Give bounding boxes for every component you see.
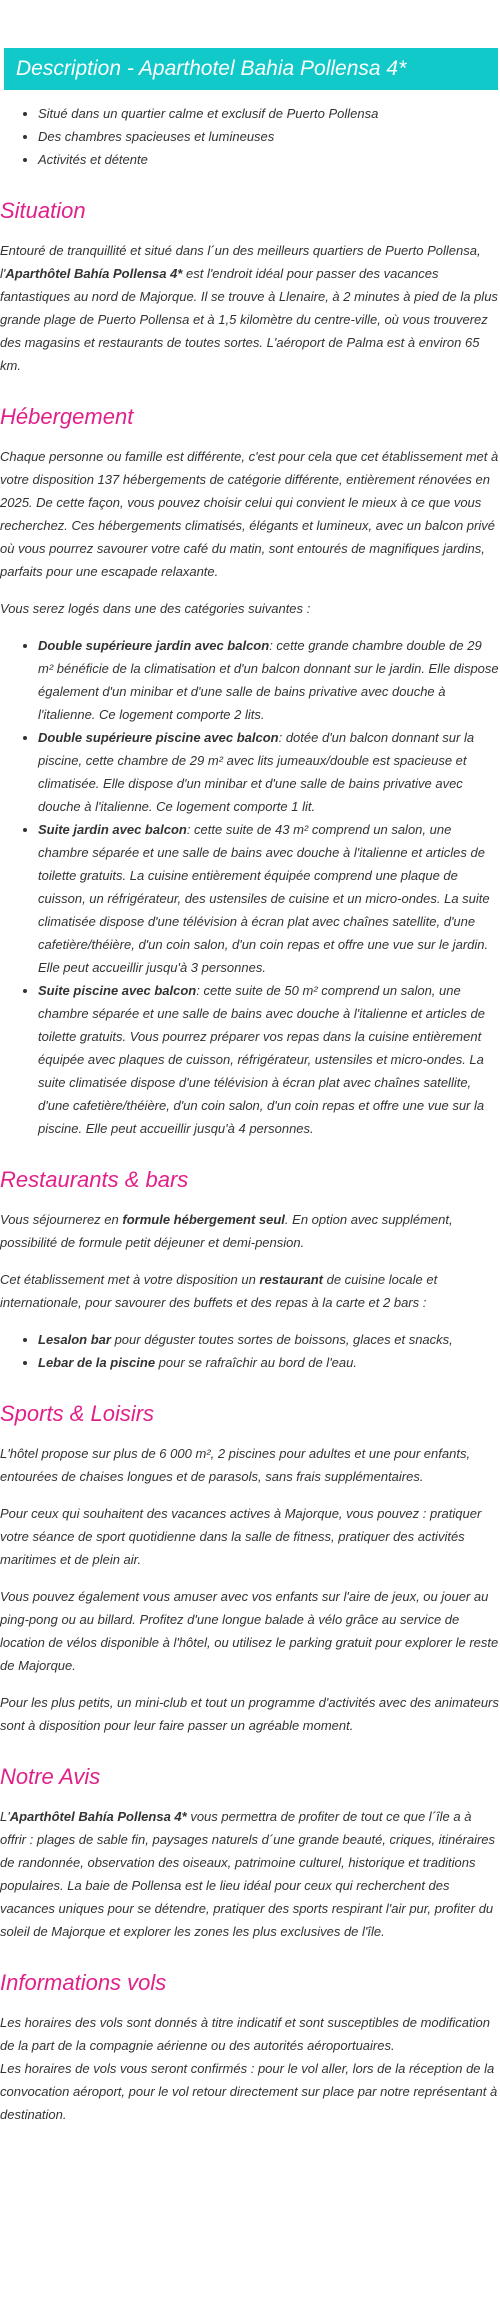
section-title-vols: Informations vols xyxy=(0,1970,167,1995)
hotel-name: Aparthôtel Bahía Pollensa 4* xyxy=(5,266,183,281)
bar-name: Lesalon bar xyxy=(38,1332,111,1347)
text-span: est l'endroit idéal pour passer des vacances fantastiques au nord de Majorque. Il se trouve à Llenaire, à 2 minutes à pied de la plus grande plage de Puerto Pollensa et à 1,5 kilomètre du centre-ville, où vous trouverez des magasins et restaurants de toutes sortes. L'aéroport de Palma est à environ 65 km. xyxy=(0,266,498,373)
bar-item xyxy=(38,1328,500,1351)
text-span: Entouré de tranquillité et situé dans l´un des meilleurs quartiers de Puerto Pollensa, l' xyxy=(0,243,481,281)
room-desc: : cette grande chambre double de 29 m² bénéficie de la climatisation et d'un balcon donnant sur le jardin. Elle dispose également d'un minibar et d'une salle de bains privative avec douche à l'italienne. Ce logement comporte 2 lits. xyxy=(38,638,499,722)
section-hebergement xyxy=(0,403,500,1140)
restaurants-paragraph xyxy=(0,1208,500,1254)
section-restaurants xyxy=(0,1166,500,1374)
room-desc: : cette suite de 43 m² comprend un salon, une chambre séparée et une salle de bains avec douche à l'italienne et articles de toilette gratuits. La cuisine entièrement équipée comprend une plaque de cuisson, un réfrigérateur, des ustensiles de cuisine et un micro-ondes. La suite climatisée dispose d'une télévision à écran plat avec chaînes satellite, d'une cafetière/théière, d'un coin salon, d'un coin repas et offre une vue sur le jardin. Elle peut accueillir jusqu'à 3 personnes. xyxy=(38,822,490,975)
room-name: Suite piscine avec balcon xyxy=(38,983,197,998)
vols-paragraph: Les horaires des vols sont donnés à titre indicatif et sont susceptibles de modification de la part de la compagnie aérienne ou des autorités aéroportuaires. xyxy=(0,2015,490,2053)
room-desc: : cette suite de 50 m² comprend un salon, une chambre séparée et une salle de bains avec douche à l'italienne et articles de toilette gratuits. Vous pourrez préparer vos repas dans la cuisine entièrement équipée avec plaques de cuisson, réfrigérateur, ustensiles et micro-ondes. La suite climatisée dispose d'une télévision à écran plat avec chaînes satellite, d'une cafetière/théière, d'un coin salon, d'un coin repas et offre une vue sur la piscine. Elle peut accueillir jusqu'à 4 personnes. xyxy=(38,983,485,1136)
bar-item xyxy=(38,1351,500,1374)
section-situation xyxy=(0,197,500,377)
room-name: Double supérieure jardin avec balcon xyxy=(38,638,270,653)
room-name: Double supérieure piscine avec balcon xyxy=(38,730,279,745)
text-span: Cet établissement met à votre disposition un xyxy=(0,1272,260,1287)
room-list xyxy=(0,634,500,1140)
text-span: L' xyxy=(0,1809,10,1824)
room-item xyxy=(38,726,500,818)
sports-paragraph: Pour les plus petits, un mini-club et tout un programme d'activités avec des animateurs sont à disposition pour leur faire passer un agréable moment. xyxy=(0,1695,499,1733)
bold-text: restaurant xyxy=(259,1272,323,1287)
sports-paragraph: Pour ceux qui souhaitent des vacances actives à Majorque, vous pouvez : pratiquer votre séance de sport quotidienne dans la salle de fitness, pratiquer des activités maritimes et de plein air. xyxy=(0,1506,482,1567)
room-item xyxy=(38,634,500,726)
intro-bullets xyxy=(0,102,500,171)
intro-bullet: • Activités et détente xyxy=(38,148,500,171)
page-banner: Description - Aparthotel Bahia Pollensa 4* xyxy=(4,48,498,90)
text-span: . En option avec supplément, possibilité de formule petit déjeuner et demi-pension. xyxy=(0,1212,453,1250)
avis-paragraph xyxy=(0,1805,500,1943)
section-sports xyxy=(0,1400,500,1737)
hebergement-paragraph: Chaque personne ou famille est différente, c'est pour cela que cet établissement met à votre disposition 137 hébergements de catégorie différente, entièrement rénovées en 2025. De cette façon, vous pouvez choisir celui qui convient le mieux à ce que vous recherchez. Ces hébergements climatisés, élégants et lumineux, avec un balcon privé où vous pourrez savourer votre café du matin, sont entourés de magnifiques jardins, parfaits pour une escapade relaxante. xyxy=(0,449,499,579)
text-span: de cuisine locale et internationale, pour savourer des buffets et des repas à la carte et 2 bars : xyxy=(0,1272,438,1310)
room-desc: : dotée d'un balcon donnant sur la piscine, cette chambre de 29 m² avec lits jumeaux/double est spacieuse et climatisée. Elle dispose d'un minibar et d'une salle de bains privative avec douche à l'italienne. Ce logement comporte 1 lit. xyxy=(38,730,475,814)
sports-paragraph: L'hôtel propose sur plus de 6 000 m², 2 piscines pour adultes et une pour enfants, entourées de chaises longues et de parasols, sans frais supplémentaires. xyxy=(0,1446,471,1484)
bar-name: Lebar de la piscine xyxy=(38,1355,156,1370)
section-avis xyxy=(0,1763,500,1943)
hotel-name: Aparthôtel Bahía Pollensa 4* xyxy=(9,1809,187,1824)
sports-paragraph: Vous pouvez également vous amuser avec vos enfants sur l'aire de jeux, ou jouer au ping-pong ou au billard. Profitez d'une longue balade à vélo grâce au service de location de vélos disponible à l'hôtel, ou utilisez le parking gratuit pour explorer le reste de Majorque. xyxy=(0,1589,499,1673)
vols-paragraph: Les horaires de vols vous seront confirmés : pour le vol aller, lors de la réception de la convocation aéroport, pour le vol retour directement sur place par notre représentant à destination. xyxy=(0,2061,498,2122)
text-span: vous permettra de profiter de tout ce que l´île a à offrir : plages de sable fin, paysages naturels d´une grande beauté, criques, itinéraires de randonnée, observation des oiseaux, patrimoine culturel, historique et traditions populaires. La baie de Pollensa est le lieu idéal pour ceux qui recherchent des vacances uniques pour se détendre, pratiquer des sports respirant l'air pur, profiter du soleil de Majorque et explorer les zones les plus exclusives de l'île. xyxy=(0,1809,496,1939)
intro-bullet: • Situé dans un quartier calme et exclusif de Puerto Pollensa xyxy=(38,102,500,125)
hebergement-paragraph: Vous serez logés dans une des catégories suivantes : xyxy=(0,601,311,616)
bar-desc: pour déguster toutes sortes de boissons, glaces et snacks, xyxy=(110,1332,453,1347)
room-item xyxy=(38,979,500,1140)
room-item xyxy=(38,818,500,979)
bar-desc: pour se rafraîchir au bord de l'eau. xyxy=(155,1355,357,1370)
situation-paragraph xyxy=(0,239,500,377)
restaurants-paragraph xyxy=(0,1268,500,1314)
section-title-avis: Notre Avis xyxy=(0,1764,101,1789)
section-title-situation: Situation xyxy=(0,198,86,223)
text-span: Vous séjournerez en xyxy=(0,1212,123,1227)
bold-text: formule hébergement seul xyxy=(122,1212,285,1227)
room-name: Suite jardin avec balcon xyxy=(38,822,187,837)
intro-bullet: • Des chambres spacieuses et lumineuses xyxy=(38,125,500,148)
section-title-restaurants: Restaurants & bars xyxy=(0,1167,189,1192)
page xyxy=(0,48,500,2126)
section-title-sports: Sports & Loisirs xyxy=(0,1401,155,1426)
section-title-hebergement: Hébergement xyxy=(0,404,134,429)
section-vols xyxy=(0,1969,500,2126)
bar-list xyxy=(0,1328,500,1374)
